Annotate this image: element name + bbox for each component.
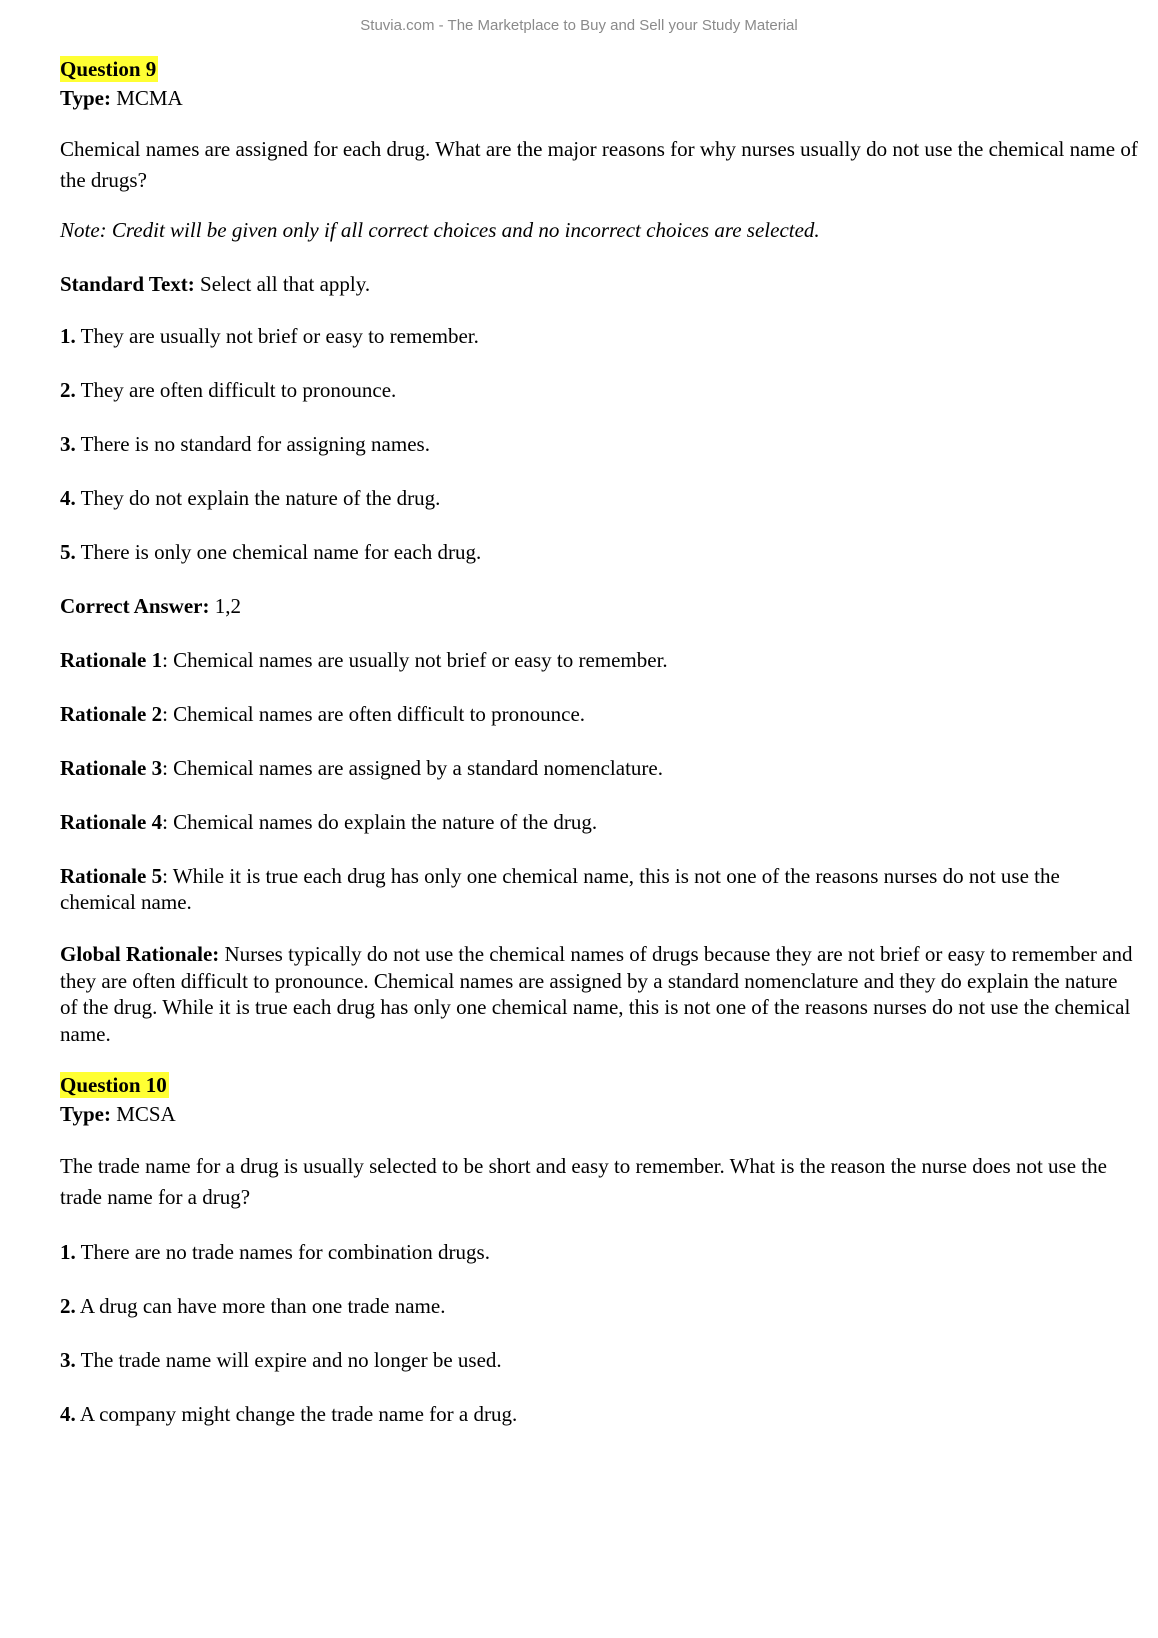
option-text: They do not explain the nature of the drug. bbox=[75, 486, 441, 510]
option-text: There is no standard for assigning names. bbox=[75, 432, 430, 456]
rationale-2 bbox=[60, 701, 1140, 727]
question-type bbox=[60, 1101, 1140, 1127]
question-stem: The trade name for a drug is usually selected to be short and easy to remember. What is the reason the nurse does not use the trade name for a drug? bbox=[60, 1154, 1107, 1209]
option-number: 1. bbox=[60, 1240, 76, 1264]
option-3 bbox=[60, 1347, 1140, 1373]
option-number: 3. bbox=[60, 1348, 76, 1372]
rationale-1 bbox=[60, 647, 1140, 673]
type-value: MCMA bbox=[110, 86, 183, 110]
rationale-text: : While it is true each drug has only one chemical name, this is not one of the reasons nurses do not use the chemical name. bbox=[60, 864, 1060, 914]
standard-label: Standard Text: bbox=[60, 272, 195, 296]
option-text: A drug can have more than one trade name. bbox=[75, 1294, 446, 1318]
rationale-label: Rationale 3 bbox=[60, 756, 163, 780]
document-body bbox=[60, 56, 1140, 1427]
page-header: Stuvia.com - The Marketplace to Buy and Sell your Study Material bbox=[360, 17, 798, 34]
rationale-3 bbox=[60, 755, 1140, 781]
option-5 bbox=[60, 539, 1140, 565]
credit-note: Note: Credit will be given only if all correct choices and no incorrect choices are selected. bbox=[60, 218, 820, 242]
option-number: 4. bbox=[60, 1402, 76, 1426]
question-10 bbox=[60, 1072, 1140, 1427]
option-1 bbox=[60, 1239, 1140, 1265]
option-number: 2. bbox=[60, 1294, 76, 1318]
rationale-4 bbox=[60, 809, 1140, 835]
question-title: Question 9 bbox=[60, 57, 157, 81]
answer-value: 1,2 bbox=[209, 594, 241, 618]
rationale-label: Rationale 2 bbox=[60, 702, 163, 726]
global-rationale-text: Nurses typically do not use the chemical names of drugs because they are not brief or easy to remember and they are often difficult to pronounce. Chemical names are assigned by a standard nomenclature and they do explain the nature of the drug. While it is true each drug has only one chemical name, this is not one of the reasons nurses do not use the chemical name. bbox=[60, 942, 1133, 1046]
option-number: 5. bbox=[60, 540, 76, 564]
rationale-label: Rationale 4 bbox=[60, 810, 163, 834]
option-text: A company might change the trade name for a drug. bbox=[75, 1402, 518, 1426]
option-number: 2. bbox=[60, 378, 76, 402]
global-rationale-label: Global Rationale: bbox=[60, 942, 220, 966]
question-title: Question 10 bbox=[60, 1073, 167, 1097]
rationale-text: : Chemical names are usually not brief or easy to remember. bbox=[162, 648, 668, 672]
rationale-text: : Chemical names are assigned by a standard nomenclature. bbox=[162, 756, 663, 780]
rationale-label: Rationale 5 bbox=[60, 864, 163, 888]
standard-text bbox=[60, 271, 1140, 297]
option-number: 1. bbox=[60, 324, 76, 348]
option-1 bbox=[60, 323, 1140, 349]
option-4 bbox=[60, 1401, 1140, 1427]
global-rationale bbox=[60, 941, 1140, 1047]
standard-value: Select all that apply. bbox=[194, 272, 371, 296]
rationale-label: Rationale 1 bbox=[60, 648, 163, 672]
type-label: Type: bbox=[60, 86, 111, 110]
option-2 bbox=[60, 1293, 1140, 1319]
question-type bbox=[60, 85, 1140, 111]
option-text: There are no trade names for combination drugs. bbox=[75, 1240, 490, 1264]
rationale-text: : Chemical names do explain the nature of the drug. bbox=[162, 810, 598, 834]
question-9 bbox=[60, 56, 1140, 1047]
type-value: MCSA bbox=[110, 1102, 176, 1126]
option-2 bbox=[60, 377, 1140, 403]
option-3 bbox=[60, 431, 1140, 457]
answer-label: Correct Answer: bbox=[60, 594, 210, 618]
type-label: Type: bbox=[60, 1102, 111, 1126]
option-text: They are usually not brief or easy to remember. bbox=[75, 324, 479, 348]
option-text: There is only one chemical name for each drug. bbox=[75, 540, 482, 564]
correct-answer bbox=[60, 593, 1140, 619]
rationale-text: : Chemical names are often difficult to pronounce. bbox=[162, 702, 586, 726]
option-text: The trade name will expire and no longer be used. bbox=[75, 1348, 502, 1372]
option-4 bbox=[60, 485, 1140, 511]
question-stem: Chemical names are assigned for each drug. What are the major reasons for why nurses usually do not use the chemical name of the drugs? bbox=[60, 137, 1138, 192]
option-text: They are often difficult to pronounce. bbox=[75, 378, 397, 402]
option-number: 3. bbox=[60, 432, 76, 456]
option-number: 4. bbox=[60, 486, 76, 510]
rationale-5 bbox=[60, 863, 1140, 915]
